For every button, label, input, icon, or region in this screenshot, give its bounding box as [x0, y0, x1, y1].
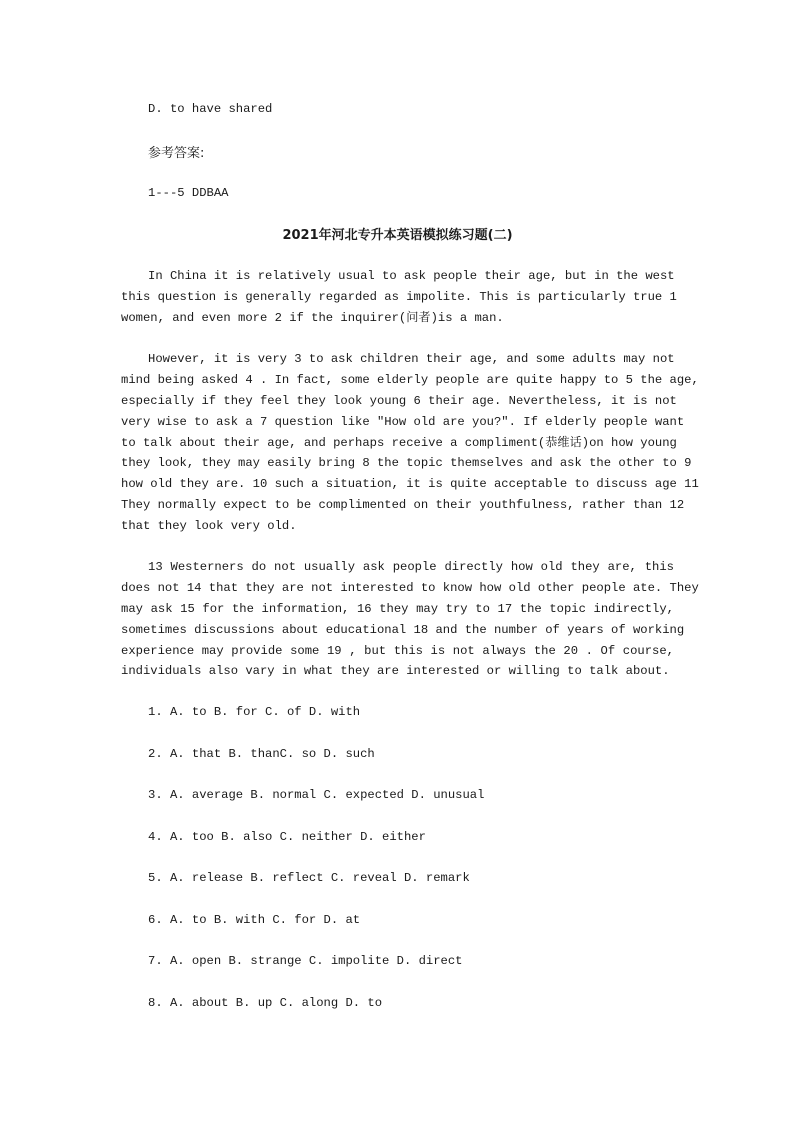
paragraph-line: very wise to ask a 7 question like "How old are you?". If elderly people want	[121, 414, 685, 429]
question-6: 6. A. to B. with C. for D. at	[148, 913, 361, 927]
paragraph-line: women, and even more 2 if the inquirer(问者)is a man.	[121, 310, 504, 325]
question-8: 8. A. about B. up C. along D. to	[148, 996, 383, 1010]
paragraph-line: individuals also vary in what they are interested or willing to talk about.	[121, 664, 670, 679]
question-7: 7. A. open B. strange C. impolite D. direct	[148, 954, 463, 968]
paragraph-line: how old they are. 10 such a situation, it is quite acceptable to discuss age 11	[121, 477, 699, 492]
answer-key-label: 参考答案:	[148, 146, 205, 161]
paragraph-line: this question is generally regarded as impolite. This is particularly true 1	[121, 289, 677, 304]
answer-key-value: 1---5 DDBAA	[148, 186, 229, 200]
paragraph-line: may ask 15 for the information, 16 they may try to 17 the topic indirectly,	[121, 601, 674, 616]
paragraph-line: they look, they may easily bring 8 the topic themselves and ask the other to 9	[121, 456, 692, 471]
question-1: 1. A. to B. for C. of D. with	[148, 705, 361, 719]
prev-option-d: D. to have shared	[148, 102, 273, 116]
paragraph-line: to talk about their age, and perhaps receive a compliment(恭维话)on how young	[121, 435, 677, 450]
paragraph-line: They normally expect to be complimented on their youthfulness, rather than 12	[121, 498, 685, 513]
paragraph-line: 13 Westerners do not usually ask people directly how old they are, this	[148, 560, 674, 574]
paragraph-line: that they look very old.	[121, 519, 297, 534]
paragraph-line: experience may provide some 19 , but this is not always the 20 . Of course,	[121, 643, 674, 658]
question-3: 3. A. average B. normal C. expected D. unusual	[148, 788, 485, 802]
section-title: 2021年河北专升本英语模拟练习题(二)	[282, 228, 513, 243]
question-5: 5. A. release B. reflect C. reveal D. remark	[148, 871, 470, 885]
paragraph-line: However, it is very 3 to ask children their age, and some adults may not	[148, 352, 675, 366]
paragraph-line: does not 14 that they are not interested to know how old other people ate. They	[121, 580, 699, 595]
passage-paragraph-1	[121, 266, 677, 329]
question-4: 4. A. too B. also C. neither D. either	[148, 830, 426, 844]
document-page	[121, 0, 699, 1123]
passage-paragraph-2	[121, 349, 699, 537]
paragraph-line: sometimes discussions about educational 18 and the number of years of working	[121, 622, 685, 637]
paragraph-line: mind being asked 4 . In fact, some elderly people are quite happy to 5 the age,	[121, 372, 699, 387]
question-2: 2. A. that B. thanC. so D. such	[148, 747, 375, 761]
paragraph-line: In China it is relatively usual to ask people their age, but in the west	[148, 269, 675, 283]
passage-paragraph-3	[121, 557, 699, 682]
paragraph-line: especially if they feel they look young 6 their age. Nevertheless, it is not	[121, 393, 677, 408]
